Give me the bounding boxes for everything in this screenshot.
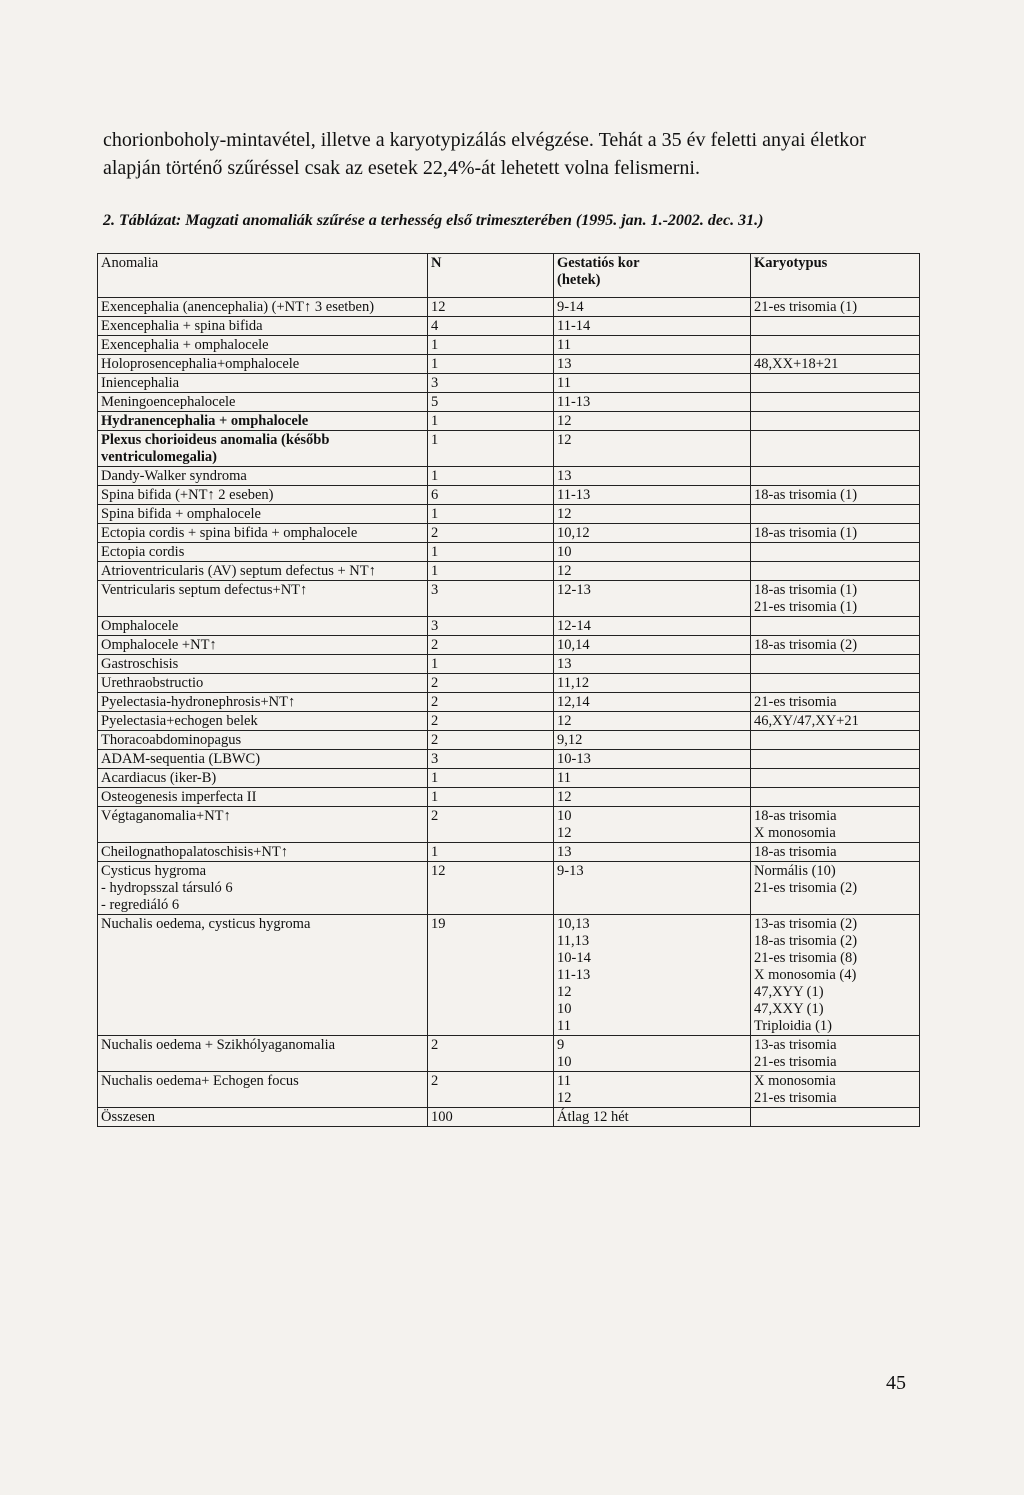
cell-n: 1 xyxy=(428,655,554,674)
table-row xyxy=(98,543,920,562)
cell-karyotype: 18-as trisomia xyxy=(751,843,920,862)
cell-gestational-age: 11-13 xyxy=(554,486,751,505)
cell-n: 100 xyxy=(428,1108,554,1127)
cell-gestational-age: 13 xyxy=(554,355,751,374)
table-row xyxy=(98,355,920,374)
table-row xyxy=(98,524,920,543)
cell-anomalia: Pyelectasia+echogen belek xyxy=(98,712,428,731)
cell-n: 3 xyxy=(428,617,554,636)
cell-gestational-age: 13 xyxy=(554,655,751,674)
cell-karyotype: 46,XY/47,XY+21 xyxy=(751,712,920,731)
cell-gestational-age: 11 xyxy=(554,374,751,393)
cell-n: 2 xyxy=(428,807,554,843)
cell-gestational-age: 12-14 xyxy=(554,617,751,636)
cell-n: 2 xyxy=(428,1036,554,1072)
cell-karyotype xyxy=(751,412,920,431)
table-row xyxy=(98,581,920,617)
cell-anomalia: Atrioventricularis (AV) septum defectus + NT↑ xyxy=(98,562,428,581)
cell-gestational-age: 12 xyxy=(554,412,751,431)
table-row xyxy=(98,636,920,655)
cell-gestational-age: 11 12 xyxy=(554,1072,751,1108)
cell-anomalia: Összesen xyxy=(98,1108,428,1127)
cell-n: 1 xyxy=(428,505,554,524)
cell-karyotype: Normális (10) 21-es trisomia (2) xyxy=(751,862,920,915)
cell-anomalia: Meningoencephalocele xyxy=(98,393,428,412)
table-row xyxy=(98,617,920,636)
cell-gestational-age: 13 xyxy=(554,843,751,862)
table-row xyxy=(98,915,920,1036)
cell-anomalia: Urethraobstructio xyxy=(98,674,428,693)
cell-gestational-age: 12 xyxy=(554,505,751,524)
cell-karyotype xyxy=(751,505,920,524)
cell-anomalia: Holoprosencephalia+omphalocele xyxy=(98,355,428,374)
cell-n: 2 xyxy=(428,1072,554,1108)
table-row xyxy=(98,505,920,524)
cell-n: 2 xyxy=(428,731,554,750)
cell-n: 1 xyxy=(428,769,554,788)
cell-anomalia: Plexus chorioideus anomalia (később ventriculomegalia) xyxy=(98,431,428,467)
cell-anomalia: ADAM-sequentia (LBWC) xyxy=(98,750,428,769)
cell-anomalia: Végtaganomalia+NT↑ xyxy=(98,807,428,843)
cell-gestational-age: 11 xyxy=(554,336,751,355)
table-row xyxy=(98,1036,920,1072)
cell-anomalia: Gastroschisis xyxy=(98,655,428,674)
cell-karyotype xyxy=(751,674,920,693)
header-anomalia: Anomalia xyxy=(98,254,428,298)
cell-anomalia: Omphalocele +NT↑ xyxy=(98,636,428,655)
cell-karyotype xyxy=(751,1108,920,1127)
cell-anomalia: Osteogenesis imperfecta II xyxy=(98,788,428,807)
cell-karyotype xyxy=(751,543,920,562)
cell-karyotype xyxy=(751,393,920,412)
cell-gestational-age: 12 xyxy=(554,562,751,581)
cell-anomalia: Ventricularis septum defectus+NT↑ xyxy=(98,581,428,617)
cell-n: 1 xyxy=(428,788,554,807)
cell-gestational-age: 9 10 xyxy=(554,1036,751,1072)
cell-karyotype xyxy=(751,374,920,393)
table-row xyxy=(98,562,920,581)
cell-karyotype: 18-as trisomia (1) xyxy=(751,486,920,505)
cell-anomalia: Exencephalia + omphalocele xyxy=(98,336,428,355)
cell-n: 2 xyxy=(428,712,554,731)
cell-karyotype xyxy=(751,562,920,581)
header-gestational-age: Gestatiós kor (hetek) xyxy=(554,254,751,298)
cell-gestational-age: 11-13 xyxy=(554,393,751,412)
header-n: N xyxy=(428,254,554,298)
table-row xyxy=(98,862,920,915)
cell-n: 2 xyxy=(428,693,554,712)
table-row xyxy=(98,298,920,317)
cell-n: 1 xyxy=(428,431,554,467)
cell-karyotype: 13-as trisomia 21-es trisomia xyxy=(751,1036,920,1072)
cell-karyotype: 18-as trisomia (1) xyxy=(751,524,920,543)
cell-gestational-age: 12-13 xyxy=(554,581,751,617)
cell-gestational-age: 10,13 11,13 10-14 11-13 12 10 11 xyxy=(554,915,751,1036)
table-row xyxy=(98,843,920,862)
cell-anomalia: Spina bifida + omphalocele xyxy=(98,505,428,524)
cell-karyotype: 21-es trisomia xyxy=(751,693,920,712)
cell-gestational-age: 12 xyxy=(554,712,751,731)
cell-gestational-age: 12 xyxy=(554,788,751,807)
table-caption: 2. Táblázat: Magzati anomaliák szűrése a terhesség első trimeszterében (1995. jan. 1.-2002. dec. 31.) xyxy=(103,212,764,229)
cell-gestational-age: 11,12 xyxy=(554,674,751,693)
cell-n: 4 xyxy=(428,317,554,336)
cell-anomalia: Iniencephalia xyxy=(98,374,428,393)
cell-anomalia: Nuchalis oedema, cysticus hygroma xyxy=(98,915,428,1036)
cell-anomalia: Nuchalis oedema+ Echogen focus xyxy=(98,1072,428,1108)
table-row xyxy=(98,431,920,467)
table-row xyxy=(98,412,920,431)
table-row xyxy=(98,467,920,486)
cell-karyotype xyxy=(751,467,920,486)
table-body xyxy=(98,298,920,1127)
cell-gestational-age: 10 xyxy=(554,543,751,562)
table-row xyxy=(98,712,920,731)
cell-karyotype xyxy=(751,655,920,674)
cell-gestational-age: 11-14 xyxy=(554,317,751,336)
cell-gestational-age: Átlag 12 hét xyxy=(554,1108,751,1127)
cell-anomalia: Hydranencephalia + omphalocele xyxy=(98,412,428,431)
cell-karyotype xyxy=(751,317,920,336)
cell-gestational-age: 9-14 xyxy=(554,298,751,317)
table-row xyxy=(98,731,920,750)
cell-anomalia: Omphalocele xyxy=(98,617,428,636)
cell-gestational-age: 12 xyxy=(554,431,751,467)
cell-n: 1 xyxy=(428,843,554,862)
cell-n: 3 xyxy=(428,581,554,617)
cell-anomalia: Acardiacus (iker-B) xyxy=(98,769,428,788)
cell-gestational-age: 10-13 xyxy=(554,750,751,769)
cell-gestational-age: 9-13 xyxy=(554,862,751,915)
cell-anomalia: Exencephalia (anencephalia) (+NT↑ 3 esetben) xyxy=(98,298,428,317)
cell-n: 1 xyxy=(428,467,554,486)
cell-gestational-age: 12,14 xyxy=(554,693,751,712)
cell-karyotype xyxy=(751,617,920,636)
cell-anomalia: Cysticus hygroma - hydropsszal társuló 6 - regrediáló 6 xyxy=(98,862,428,915)
table-row xyxy=(98,336,920,355)
cell-karyotype xyxy=(751,731,920,750)
cell-karyotype: 48,XX+18+21 xyxy=(751,355,920,374)
cell-n: 19 xyxy=(428,915,554,1036)
cell-gestational-age: 11 xyxy=(554,769,751,788)
table-row xyxy=(98,486,920,505)
cell-n: 2 xyxy=(428,674,554,693)
page-number: 45 xyxy=(886,1372,906,1394)
table-header-row xyxy=(98,254,920,298)
table-row xyxy=(98,1072,920,1108)
table-row xyxy=(98,393,920,412)
cell-anomalia: Ectopia cordis xyxy=(98,543,428,562)
cell-gestational-age: 10,12 xyxy=(554,524,751,543)
table-row xyxy=(98,1108,920,1127)
cell-karyotype xyxy=(751,431,920,467)
cell-gestational-age: 13 xyxy=(554,467,751,486)
cell-n: 12 xyxy=(428,862,554,915)
table-row xyxy=(98,769,920,788)
cell-n: 2 xyxy=(428,524,554,543)
cell-gestational-age: 10,14 xyxy=(554,636,751,655)
cell-n: 2 xyxy=(428,636,554,655)
table-row xyxy=(98,750,920,769)
cell-anomalia: Pyelectasia-hydronephrosis+NT↑ xyxy=(98,693,428,712)
anomaly-table xyxy=(97,253,920,1127)
cell-n: 1 xyxy=(428,543,554,562)
cell-karyotype: 18-as trisomia (1) 21-es trisomia (1) xyxy=(751,581,920,617)
cell-anomalia: Dandy-Walker syndroma xyxy=(98,467,428,486)
cell-karyotype xyxy=(751,336,920,355)
cell-karyotype xyxy=(751,788,920,807)
header-karyotype: Karyotypus xyxy=(751,254,920,298)
cell-karyotype: 18-as trisomia X monosomia xyxy=(751,807,920,843)
intro-paragraph: chorionboholy-mintavétel, illetve a karyotypizálás elvégzése. Tehát a 35 év feletti anyai életkor alapján történő szűréssel csak az esetek 22,4%-át lehetett volna felismerni. xyxy=(103,129,866,179)
cell-gestational-age: 10 12 xyxy=(554,807,751,843)
cell-karyotype: 18-as trisomia (2) xyxy=(751,636,920,655)
table-row xyxy=(98,807,920,843)
cell-n: 3 xyxy=(428,750,554,769)
cell-n: 1 xyxy=(428,412,554,431)
cell-anomalia: Cheilognathopalatoschisis+NT↑ xyxy=(98,843,428,862)
cell-karyotype xyxy=(751,769,920,788)
cell-anomalia: Thoracoabdominopagus xyxy=(98,731,428,750)
cell-anomalia: Ectopia cordis + spina bifida + omphalocele xyxy=(98,524,428,543)
cell-n: 1 xyxy=(428,355,554,374)
table-row xyxy=(98,655,920,674)
cell-gestational-age: 9,12 xyxy=(554,731,751,750)
table-row xyxy=(98,374,920,393)
cell-n: 3 xyxy=(428,374,554,393)
table-row xyxy=(98,693,920,712)
cell-anomalia: Spina bifida (+NT↑ 2 eseben) xyxy=(98,486,428,505)
cell-karyotype: 13-as trisomia (2) 18-as trisomia (2) 21-es trisomia (8) X monosomia (4) 47,XYY (1) 47,XXY (1) Triploidia (1) xyxy=(751,915,920,1036)
cell-karyotype: 21-es trisomia (1) xyxy=(751,298,920,317)
cell-n: 1 xyxy=(428,336,554,355)
cell-n: 1 xyxy=(428,562,554,581)
cell-anomalia: Nuchalis oedema + Szikhólyaganomalia xyxy=(98,1036,428,1072)
table-row xyxy=(98,674,920,693)
cell-n: 5 xyxy=(428,393,554,412)
cell-karyotype xyxy=(751,750,920,769)
cell-karyotype: X monosomia 21-es trisomia xyxy=(751,1072,920,1108)
cell-anomalia: Exencephalia + spina bifida xyxy=(98,317,428,336)
cell-n: 12 xyxy=(428,298,554,317)
table-row xyxy=(98,788,920,807)
cell-n: 6 xyxy=(428,486,554,505)
table-row xyxy=(98,317,920,336)
